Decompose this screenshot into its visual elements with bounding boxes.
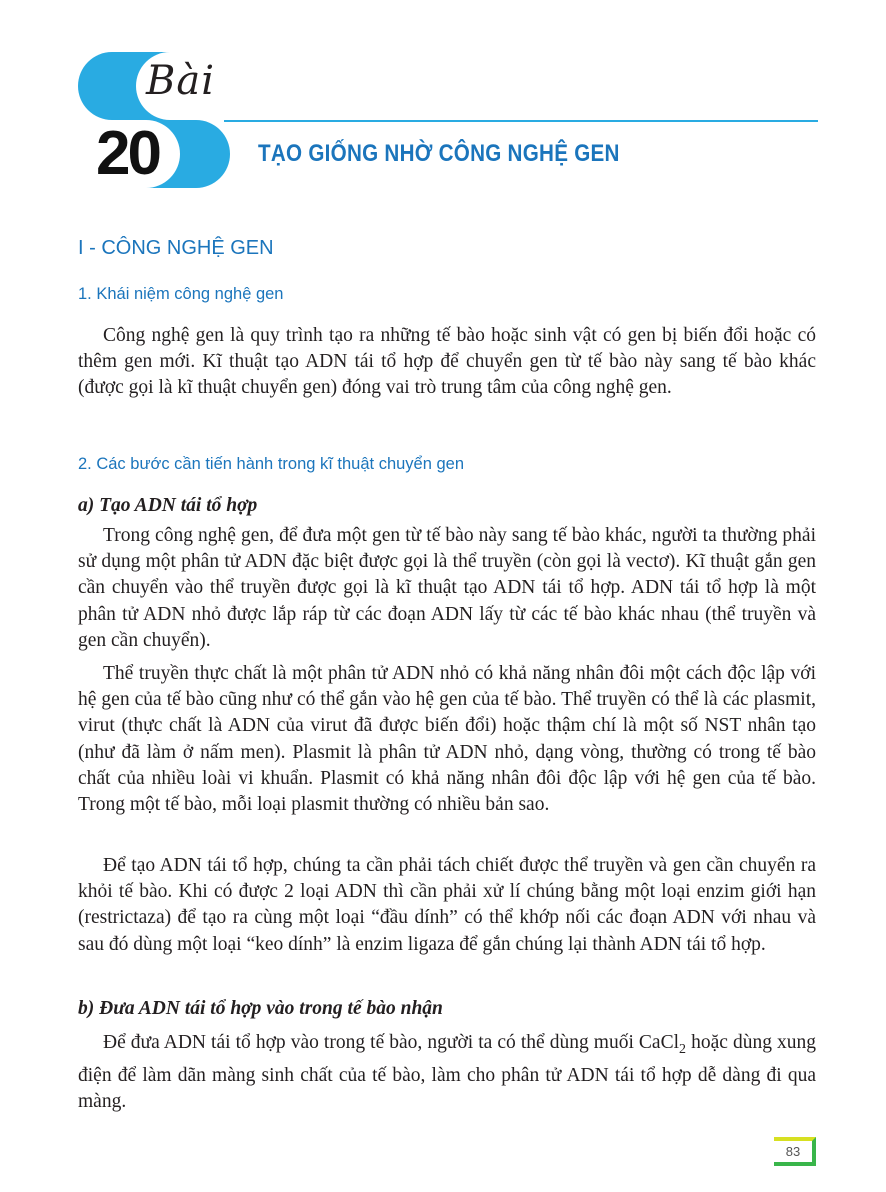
transfer-text-end: hoặc dùng xung điện để làm dãn màng sinh chất của tế bào, làm cho phân tử ADN tái tổ hợp dễ dàng đi qua màng. bbox=[78, 1032, 817, 1113]
page-number: 83 bbox=[785, 1144, 801, 1159]
section-heading: I - CÔNG NGHỆ GEN bbox=[78, 237, 274, 259]
paragraph-recombinant-dna: Trong công nghệ gen, để đưa một gen từ tế bào này sang tế bào khác, người ta thường phải sử dụng một phân tử ADN đặc biệt được gọi là thể truyền (còn gọi là vectơ). Kĩ thuật gắn gen cần chuyển vào thể truyền được gọi là kĩ thuật tạo ADN tái tổ hợp. ADN tái tổ hợp là một phân tử ADN nhỏ được lắp ráp từ các đoạn ADN lấy từ các tế bào khác nhau (thể truyền và gen cần chuyển). bbox=[78, 525, 816, 651]
item-heading-a: a) Tạo ADN tái tổ hợp bbox=[78, 495, 258, 516]
page-number-box bbox=[774, 1137, 816, 1166]
paragraph-definition: Công nghệ gen là quy trình tạo ra những tế bào hoặc sinh vật có gen bị biến đổi hoặc có thêm gen mới. Kĩ thuật tạo ADN tái tổ hợp để chuyển gen từ tế bào này sang tế bào khác (được gọi là kĩ thuật chuyển gen) đóng vai trò trung tâm của công nghệ gen. bbox=[78, 325, 816, 399]
title-divider bbox=[224, 120, 818, 122]
paragraph-vector: Thể truyền thực chất là một phân tử ADN nhỏ có khả năng nhân đôi một cách độc lập với hệ gen của tế bào cũng như có thể gắn vào hệ gen của tế bào. Thể truyền có thể là các plasmit, virut (thực chất là ADN của virut đã được biến đổi) hoặc thậm chí là một số NST nhân tạo (như đã làm ở nấm men). Plasmit là phân tử ADN nhỏ, dạng vòng, thường có trong tế bào chất của nhiều loài vi khuẩn. Plasmit có khả năng nhân đôi độc lập với hệ gen của tế bào. Trong một tế bào, mỗi loại plasmit thường có nhiều bản sao. bbox=[78, 663, 816, 816]
paragraph-procedure: Để tạo ADN tái tổ hợp, chúng ta cần phải tách chiết được thể truyền và gen cần chuyển ra khỏi tế bào. Khi có được 2 loại ADN thì cần phải xử lí chúng bằng một loại enzim giới hạn (restrictaza) để tạo ra cùng một loại “đầu dính” có thể khớp nối các đoạn ADN với nhau và sau đó dùng một loại “keo dính” là enzim ligaza để gắn chúng lại thành ADN tái tổ hợp. bbox=[78, 855, 816, 955]
subscript-2: 2 bbox=[679, 1041, 687, 1057]
lesson-number: 20 bbox=[96, 119, 159, 188]
subsection-heading-2: 2. Các bước cần tiến hành trong kĩ thuật chuyển gen bbox=[78, 455, 465, 473]
lesson-word: Bài bbox=[146, 58, 216, 104]
lesson-title: TẠO GIỐNG NHỜ CÔNG NGHỆ GEN bbox=[258, 140, 620, 167]
transfer-text-start: Để đưa ADN tái tổ hợp vào trong tế bào, người ta có thể dùng muối CaCl bbox=[103, 1032, 680, 1053]
paragraph-transfer bbox=[78, 1030, 816, 1116]
subsection-heading-1: 1. Khái niệm công nghệ gen bbox=[78, 285, 284, 303]
item-heading-b: b) Đưa ADN tái tổ hợp vào trong tế bào nhận bbox=[78, 998, 443, 1019]
